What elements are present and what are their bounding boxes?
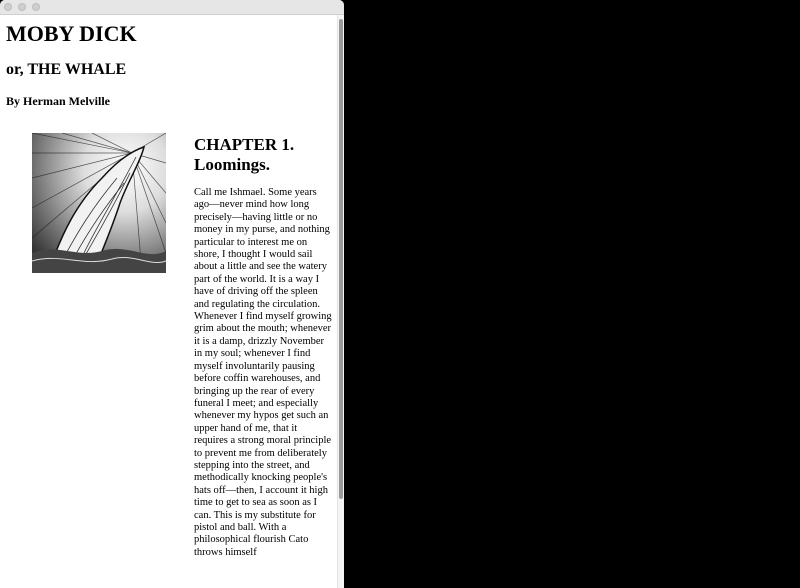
chapter-heading: CHAPTER 1. <box>194 135 295 154</box>
scrollbar-thumb[interactable] <box>339 19 343 499</box>
minimize-dot-icon[interactable] <box>18 3 26 11</box>
chapter-section <box>194 135 332 559</box>
page-content <box>0 15 338 588</box>
book-subtitle: or, THE WHALE <box>6 61 127 78</box>
zoom-dot-icon[interactable] <box>32 3 40 11</box>
whale-illustration <box>32 133 166 273</box>
chapter-body-text: Call me Ishmael. Some years ago—never mind how long precisely—having little or no money in my purse, and nothing particular to interest me on shore, I thought I would sail about a little and see the watery part of the world. It is a way I have of driving off the spleen and regulating the circulation. Whenever I find myself growing grim about the mouth; whenever it is a damp, drizzly November in my soul; whenever I find myself involuntarily pausing before coffin warehouses, and bringing up the rear of every funeral I meet; and especially whenever my hypos get such an upper hand of me, that it requires a strong moral principle to prevent me from deliberately stepping into the street, and methodically knocking people's hats off—then, I account it high time to get to sea as soon as I can. This is my substitute for pistol and ball. With a philosophical flourish Cato throws himself <box>194 187 332 558</box>
book-author: By Herman Melville <box>6 94 110 108</box>
book-title: MOBY DICK <box>6 21 137 46</box>
vertical-scrollbar[interactable] <box>337 15 344 588</box>
title-bar <box>0 0 344 15</box>
browser-window <box>0 0 344 588</box>
close-dot-icon[interactable] <box>4 3 12 11</box>
chapter-name: Loomings. <box>194 155 271 174</box>
